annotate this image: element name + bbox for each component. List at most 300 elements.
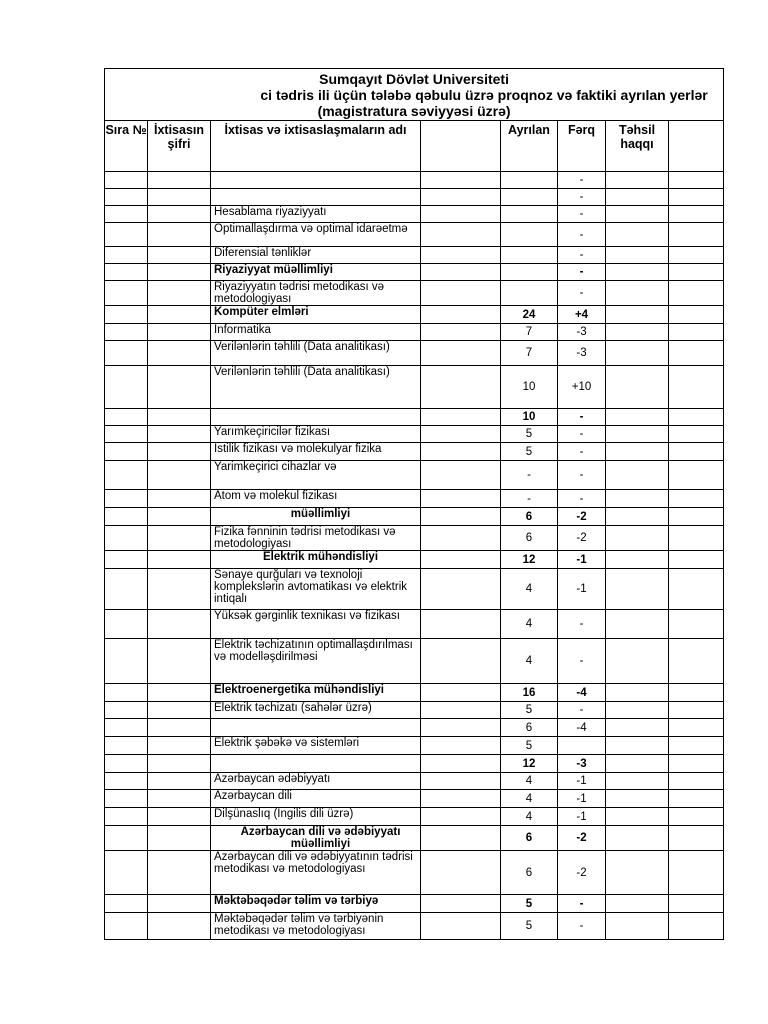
cell-name: Fizika fənninin tədrisi metodikası və metodologiyası [211,526,421,551]
cell-ayrilan: 10 [501,409,558,426]
table-row [105,206,724,223]
cell-sifri [148,490,211,508]
cell-tehsil [606,737,669,755]
cell-blank [421,341,501,366]
cell-name: Məktəbəqədər təlim və tərbiyə [211,895,421,913]
cell-ferq: -4 [558,719,606,737]
cell-ferq: -3 [558,755,606,773]
cell-ayrilan: 24 [501,306,558,324]
cell-sira [105,773,148,790]
cell-blank [421,826,501,851]
cell-ferq: - [558,461,606,490]
cell-tehsil [606,443,669,461]
cell-sifri [148,684,211,702]
cell-blank [421,526,501,551]
cell-name: Elektrik mühəndisliyi [211,551,421,569]
header-blank [421,121,501,172]
table-row [105,737,724,755]
cell-sira [105,223,148,247]
cell-sira [105,639,148,684]
cell-tehsil [606,684,669,702]
cell-blank [421,737,501,755]
cell-name: Sənaye qurğuları və texnoloji komplekslərin avtomatikası və elektrik intiqalı [211,569,421,610]
table-row [105,490,724,508]
cell-extra [669,306,724,324]
table-body [105,172,724,940]
cell-sira [105,551,148,569]
cell-ayrilan [501,264,558,281]
cell-ferq: - [558,281,606,306]
cell-name: Informatika [211,324,421,341]
cell-blank [421,281,501,306]
cell-ferq: -1 [558,569,606,610]
cell-ayrilan [501,223,558,247]
cell-ayrilan: 4 [501,639,558,684]
cell-ayrilan: 6 [501,826,558,851]
cell-sira [105,526,148,551]
cell-ferq: - [558,223,606,247]
cell-extra [669,702,724,719]
cell-blank [421,551,501,569]
cell-blank [421,610,501,639]
cell-extra [669,366,724,409]
cell-tehsil [606,461,669,490]
cell-sira [105,913,148,940]
cell-tehsil [606,702,669,719]
cell-extra [669,508,724,526]
cell-sira [105,206,148,223]
cell-name: Elektrik təchizatının optimallaşdırılması və modelləşdirilməsi [211,639,421,684]
cell-tehsil [606,639,669,684]
cell-sifri [148,247,211,264]
title-row [105,69,724,121]
table-row [105,851,724,895]
cell-name: Azərbaycan dili [211,790,421,808]
cell-extra [669,426,724,443]
cell-ayrilan [501,206,558,223]
cell-sifri [148,826,211,851]
table-row [105,569,724,610]
table-row [105,306,724,324]
cell-sira [105,409,148,426]
cell-tehsil [606,306,669,324]
cell-name [211,172,421,189]
cell-blank [421,684,501,702]
cell-sifri [148,639,211,684]
cell-sifri [148,851,211,895]
cell-sira [105,508,148,526]
cell-name: Diferensial tənliklər [211,247,421,264]
cell-ferq: -2 [558,851,606,895]
cell-sira [105,684,148,702]
cell-ayrilan: 4 [501,790,558,808]
cell-sira [105,324,148,341]
cell-name: Kompüter elmləri [211,306,421,324]
cell-extra [669,247,724,264]
cell-ferq: -4 [558,684,606,702]
cell-name [211,409,421,426]
cell-tehsil [606,610,669,639]
cell-extra [669,851,724,895]
cell-sira [105,443,148,461]
cell-blank [421,808,501,826]
cell-ferq: - [558,895,606,913]
cell-blank [421,206,501,223]
cell-sifri [148,324,211,341]
cell-sifri [148,719,211,737]
cell-sira [105,461,148,490]
cell-sifri [148,790,211,808]
cell-ferq: - [558,264,606,281]
cell-extra [669,461,724,490]
cell-ferq: - [558,490,606,508]
cell-blank [421,426,501,443]
cell-sira [105,247,148,264]
cell-ferq: +4 [558,306,606,324]
cell-ayrilan: 6 [501,508,558,526]
cell-tehsil [606,773,669,790]
cell-sira [105,426,148,443]
table-row [105,702,724,719]
cell-extra [669,569,724,610]
cell-ferq: - [558,172,606,189]
cell-tehsil [606,755,669,773]
cell-extra [669,206,724,223]
cell-sifri [148,808,211,826]
cell-sira [105,341,148,366]
cell-name: Yüksək gərginlik texnikası və fizikası [211,610,421,639]
cell-sira [105,702,148,719]
cell-blank [421,409,501,426]
header-tehsil: Təhsil haqqı [606,121,669,172]
admissions-table [104,68,724,940]
cell-name: Hesablama riyaziyyatı [211,206,421,223]
cell-name: Yarimkeçirici cihazlar və [211,461,421,490]
cell-blank [421,172,501,189]
cell-sifri [148,409,211,426]
cell-tehsil [606,264,669,281]
cell-ayrilan: 5 [501,895,558,913]
cell-sira [105,490,148,508]
cell-tehsil [606,281,669,306]
table-row [105,366,724,409]
cell-extra [669,551,724,569]
cell-tehsil [606,569,669,610]
cell-blank [421,306,501,324]
cell-ayrilan: 12 [501,755,558,773]
cell-extra [669,755,724,773]
cell-sifri [148,426,211,443]
cell-sifri [148,895,211,913]
cell-tehsil [606,913,669,940]
cell-sifri [148,264,211,281]
cell-sira [105,306,148,324]
table-row [105,324,724,341]
cell-sifri [148,206,211,223]
cell-extra [669,281,724,306]
cell-sira [105,366,148,409]
cell-sira [105,264,148,281]
table-row [105,913,724,940]
cell-ferq: - [558,702,606,719]
cell-extra [669,264,724,281]
cell-ayrilan: - [501,490,558,508]
cell-sifri [148,610,211,639]
cell-ayrilan: 7 [501,324,558,341]
table-row [105,426,724,443]
cell-blank [421,790,501,808]
cell-ayrilan: 6 [501,526,558,551]
table-row [105,223,724,247]
cell-sifri [148,508,211,526]
cell-sifri [148,461,211,490]
cell-tehsil [606,324,669,341]
cell-sira [105,172,148,189]
table-row [105,790,724,808]
cell-sira [105,851,148,895]
cell-blank [421,755,501,773]
cell-sira [105,790,148,808]
header-ayrilan: Ayrılan [501,121,558,172]
cell-blank [421,247,501,264]
cell-blank [421,490,501,508]
cell-ferq: - [558,610,606,639]
cell-extra [669,808,724,826]
cell-ayrilan: 4 [501,569,558,610]
header-extra [669,121,724,172]
cell-extra [669,773,724,790]
cell-name [211,755,421,773]
cell-sifri [148,306,211,324]
cell-ayrilan: 7 [501,341,558,366]
cell-sifri [148,223,211,247]
cell-blank [421,189,501,206]
title-academic-year: ci tədris ili üçün tələbə qəbulu üzrə proqnoz və faktiki ayrılan yerlər [260,87,708,103]
cell-blank [421,461,501,490]
table-row [105,755,724,773]
table-row [105,719,724,737]
cell-ayrilan: 10 [501,366,558,409]
cell-sira [105,281,148,306]
cell-blank [421,443,501,461]
cell-tehsil [606,223,669,247]
cell-sifri [148,172,211,189]
cell-blank [421,851,501,895]
cell-sifri [148,755,211,773]
table-row [105,826,724,851]
cell-sifri [148,569,211,610]
cell-extra [669,223,724,247]
cell-tehsil [606,426,669,443]
cell-ayrilan: 6 [501,851,558,895]
cell-ayrilan: 16 [501,684,558,702]
cell-blank [421,324,501,341]
cell-sira [105,895,148,913]
cell-ayrilan: 4 [501,610,558,639]
cell-ayrilan [501,189,558,206]
cell-ayrilan: 12 [501,551,558,569]
cell-sira [105,189,148,206]
cell-tehsil [606,851,669,895]
cell-ferq: -1 [558,551,606,569]
cell-sifri [148,702,211,719]
cell-extra [669,409,724,426]
cell-tehsil [606,895,669,913]
cell-name: Dilşünaslıq (İngilis dili üzrə) [211,808,421,826]
cell-extra [669,172,724,189]
cell-ferq: - [558,247,606,264]
cell-name: Optimallaşdırma və optimal idarəetmə [211,223,421,247]
cell-sira [105,808,148,826]
cell-ferq: -3 [558,341,606,366]
cell-tehsil [606,490,669,508]
cell-name: Elektroenergetika mühəndisliyi [211,684,421,702]
header-adi: İxtisas və ixtisaslaşmaların adı [211,121,421,172]
table-row [105,895,724,913]
cell-name: Yarımkeçiricilər fizikası [211,426,421,443]
cell-blank [421,702,501,719]
cell-sira [105,755,148,773]
cell-extra [669,490,724,508]
cell-blank [421,264,501,281]
cell-extra [669,913,724,940]
table-row [105,526,724,551]
table-row [105,808,724,826]
cell-sifri [148,443,211,461]
cell-name: Azərbaycan dili və ədəbiyyatının tədrisi metodikası və metodologiyası [211,851,421,895]
cell-ferq: - [558,189,606,206]
cell-blank [421,895,501,913]
cell-tehsil [606,247,669,264]
title-level: (magistratura səviyyəsi üzrə) [317,103,511,119]
cell-ferq: -1 [558,773,606,790]
table-row [105,684,724,702]
table-row [105,409,724,426]
cell-tehsil [606,341,669,366]
document-title [105,69,724,121]
cell-name: Azərbaycan ədəbiyyatı [211,773,421,790]
cell-ferq: -2 [558,826,606,851]
cell-tehsil [606,508,669,526]
table-row [105,341,724,366]
header-sira: Sıra № [105,121,148,172]
header-ferq: Fərq [558,121,606,172]
cell-tehsil [606,826,669,851]
cell-name: Istilik fizikası və molekulyar fizika [211,443,421,461]
cell-extra [669,895,724,913]
cell-blank [421,639,501,684]
table-row [105,639,724,684]
cell-ayrilan: 4 [501,773,558,790]
cell-tehsil [606,719,669,737]
cell-blank [421,719,501,737]
cell-sifri [148,773,211,790]
cell-extra [669,443,724,461]
cell-ferq: - [558,206,606,223]
cell-sira [105,610,148,639]
cell-sifri [148,341,211,366]
cell-tehsil [606,409,669,426]
table-row [105,551,724,569]
cell-ferq: - [558,639,606,684]
table-row [105,773,724,790]
cell-name: müəllimliyi [211,508,421,526]
cell-ferq: -3 [558,324,606,341]
cell-ferq: - [558,409,606,426]
title-university: Sumqayıt Dövlət Universiteti [319,71,509,87]
cell-blank [421,569,501,610]
table-row [105,281,724,306]
header-sifri: İxtisasın şifri [148,121,211,172]
cell-extra [669,719,724,737]
cell-extra [669,639,724,684]
cell-extra [669,790,724,808]
cell-tehsil [606,172,669,189]
cell-ayrilan: - [501,461,558,490]
cell-tehsil [606,808,669,826]
cell-name: Elektrik təchizatı (sahələr üzrə) [211,702,421,719]
table-row [105,172,724,189]
cell-extra [669,684,724,702]
cell-sira [105,569,148,610]
cell-extra [669,341,724,366]
cell-ferq: -2 [558,526,606,551]
cell-blank [421,508,501,526]
cell-ayrilan: 5 [501,443,558,461]
cell-tehsil [606,526,669,551]
cell-ferq: -1 [558,808,606,826]
cell-blank [421,366,501,409]
table-row [105,461,724,490]
cell-sifri [148,551,211,569]
cell-ferq: - [558,426,606,443]
table-row [105,264,724,281]
cell-tehsil [606,206,669,223]
cell-sifri [148,526,211,551]
cell-tehsil [606,790,669,808]
cell-ayrilan [501,247,558,264]
cell-ferq: -1 [558,790,606,808]
cell-ferq: +10 [558,366,606,409]
cell-ayrilan [501,172,558,189]
table-row [105,610,724,639]
cell-ayrilan: 5 [501,737,558,755]
cell-name: Məktəbəqədər təlim və tərbiyənin metodikası və metodologiyası [211,913,421,940]
cell-ayrilan: 5 [501,426,558,443]
cell-tehsil [606,366,669,409]
cell-tehsil [606,189,669,206]
cell-name: Verilənlərin təhlili (Data analitikası) [211,366,421,409]
cell-name: Riyaziyyatın tədrisi metodikası və metodologiyası [211,281,421,306]
cell-sifri [148,737,211,755]
cell-extra [669,526,724,551]
cell-name: Azərbaycan dili və ədəbiyyatı müəllimliyi [211,826,421,851]
cell-extra [669,189,724,206]
cell-ferq: - [558,443,606,461]
cell-blank [421,773,501,790]
cell-sira [105,719,148,737]
cell-extra [669,324,724,341]
cell-ayrilan: 4 [501,808,558,826]
cell-ferq: -2 [558,508,606,526]
cell-name: Atom və molekul fizikası [211,490,421,508]
cell-name: Riyaziyyat müəllimliyi [211,264,421,281]
cell-sifri [148,189,211,206]
cell-sifri [148,913,211,940]
cell-ayrilan [501,281,558,306]
cell-blank [421,913,501,940]
cell-tehsil [606,551,669,569]
